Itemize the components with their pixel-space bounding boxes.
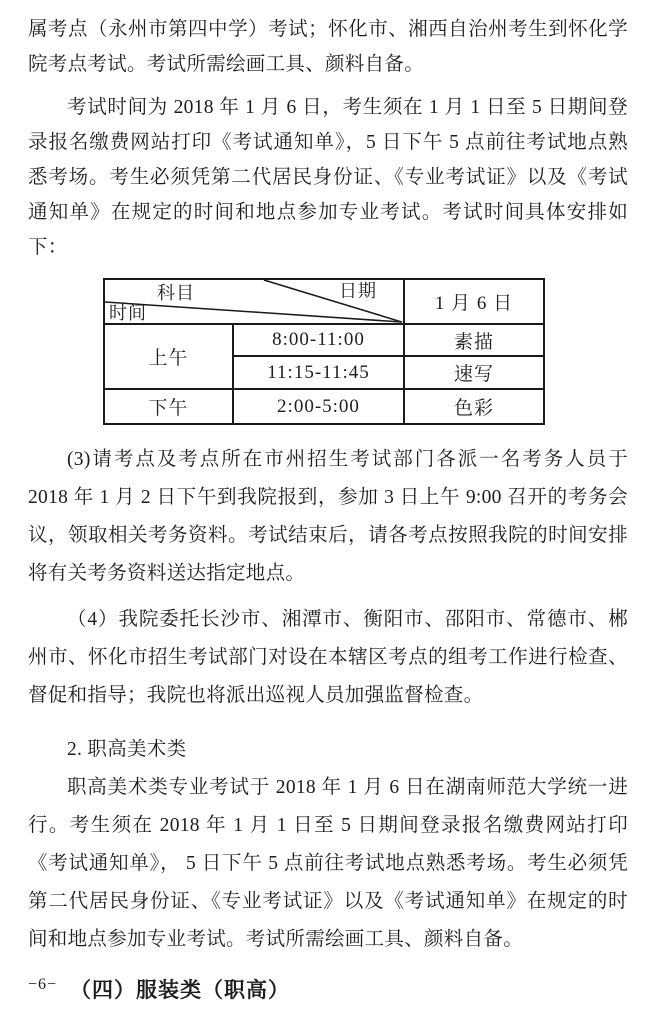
paragraph-exam-sites: 属考点（永州市第四中学）考试；怀化市、湘西自治州考生到怀化学院考点考试。考试所需绘画工具、颜料自备。 xyxy=(28,19,628,75)
table-corner-cell xyxy=(104,279,404,324)
paragraph-item-3: (3)请考点及考点所在市州招生考试部门各派一名考务人员于 2018 年 1 月 2 日下午到我院报到，参加 3 日上午 9:00 召开的考务会议，领取相关考务资料。考试结束后，请各考点按照我院的时间安排将有关考务资料送达指定地点。 xyxy=(28,449,628,584)
subject-cell-quicksketch: 速写 xyxy=(404,356,544,389)
table-row xyxy=(104,324,544,356)
paragraph-vocational-art: 职高美术类专业考试于 2018 年 1 月 6 日在湖南师范大学统一进行。考生须在 2018 年 1 月 1 日至 5 日期间登录报名缴费网站打印《考试通知单》， 5 日下午 5 点前往考试地点熟悉考场。考生必须凭第二代居民身份证、《专业考试证》以及《考试通知单》在规定的时间和地点参加专业考试。考试所需绘画工具、颜料自备。 xyxy=(28,777,628,950)
corner-subject-label: 科目 xyxy=(157,283,195,303)
period-morning-cell: 上午 xyxy=(104,324,233,389)
subject-cell-color: 色彩 xyxy=(404,389,544,424)
time-cell-quicksketch: 11:15-11:45 xyxy=(233,356,404,389)
section-heading-clothing: （四）服装类（职高） xyxy=(70,978,290,1002)
page-number: −6− xyxy=(28,976,58,993)
corner-date-label: 日期 xyxy=(339,281,377,301)
time-cell-color: 2:00-5:00 xyxy=(233,389,404,424)
subject-cell-sketch: 素描 xyxy=(404,324,544,356)
corner-time-label: 时间 xyxy=(109,303,147,323)
exam-schedule-table xyxy=(103,278,545,425)
paragraph-exam-time: 考试时间为 2018 年 1 月 6 日，考生须在 1 月 1 日至 5 日期间登录报名缴费网站打印《考试通知单》，5 日下午 5 点前往考试地点熟悉考场。考生必须凭第二代居民身份证、《专业考试证》以及《考试通知单》在规定的时间和地点参加专业考试。考试时间具体安排如下： xyxy=(28,97,628,258)
period-afternoon-cell: 下午 xyxy=(104,389,233,424)
date-value-cell: 1 月 6 日 xyxy=(404,279,544,324)
paragraph-item-4: （4）我院委托长沙市、湘潭市、衡阳市、邵阳市、常德市、郴州市、怀化市招生考试部门对设在本辖区考点的组考工作进行检查、督促和指导；我院也将派出巡视人员加强监督检查。 xyxy=(28,609,628,706)
section-heading-vocational-art: 2. 职高美术类 xyxy=(67,739,187,760)
time-cell-sketch: 8:00-11:00 xyxy=(233,324,404,356)
table-row xyxy=(104,389,544,424)
